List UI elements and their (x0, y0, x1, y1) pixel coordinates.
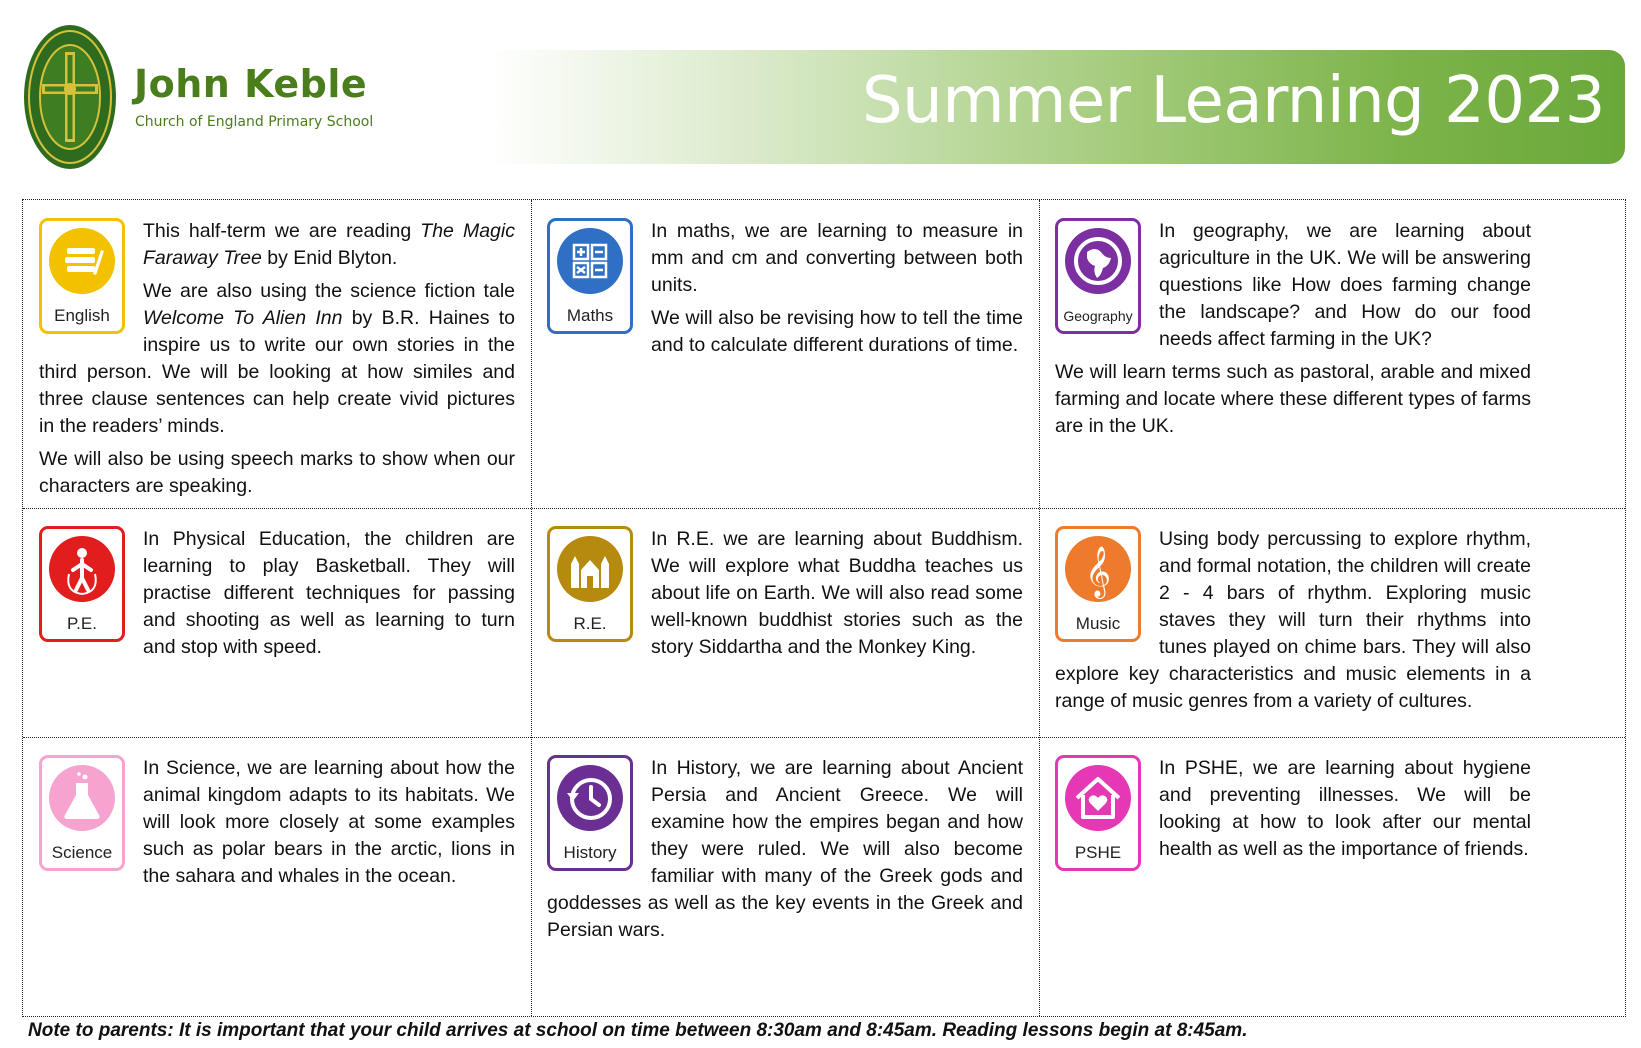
subject-cell-music (1039, 508, 1547, 737)
subject-badge (39, 526, 125, 642)
clock-history-icon (557, 765, 623, 831)
subject-label: R.E. (573, 614, 607, 633)
page-title: Summer Learning 2023 (862, 64, 1605, 138)
school-subtitle: Church of England Primary School (135, 114, 374, 130)
subject-badge (39, 218, 125, 334)
subject-label: P.E. (67, 614, 97, 633)
subject-paragraph: We are also using the science fiction tale Welcome To Alien Inn by B.R. Haines to inspire us to write our own stories in the third person. We will be looking at how similes and three clause sentences can help create vivid pictures in the readers’ minds. (39, 280, 515, 437)
subject-paragraph: In geography, we are learning about agriculture in the UK. We will be answering questions like How does farming change the landscape? and How do our food needs affect farming in the UK? (1159, 220, 1531, 350)
flask-icon (49, 765, 115, 831)
subject-label: Geography (1063, 308, 1133, 324)
subject-badge (547, 526, 633, 642)
school-crest-icon (22, 22, 118, 172)
subject-paragraph: We will learn terms such as pastoral, arable and mixed farming and locate where these different types of farms are in the UK. (1055, 361, 1531, 437)
house-heart-icon (1065, 765, 1131, 831)
subject-badge (1055, 755, 1141, 871)
subject-badge (39, 755, 125, 871)
subject-cell-re (531, 508, 1039, 737)
book-title: The Magic Faraway Tree (143, 220, 515, 269)
subject-paragraph: In R.E. we are learning about Buddhism. We will explore what Buddha teaches us about life on Earth. We will also read some well-known buddhist stories such as the story Siddartha and the Monkey King. (651, 528, 1023, 658)
subject-label: PSHE (1074, 843, 1122, 862)
subject-cell-pshe (1039, 737, 1547, 1016)
subject-paragraph: Using body percussing to explore rhythm, and formal notation, the children will create 2 - 4 bars of rhythm. Exploring music staves they will turn their rhythms into tunes played on chime bars. They will also explore key characteristics and music elements in a range of music genres from a variety of cultures. (1055, 528, 1531, 712)
page-header (0, 0, 1641, 190)
globe-icon (1065, 228, 1131, 294)
subject-badge (547, 755, 633, 871)
subject-cell-geography (1039, 200, 1547, 508)
subject-label: Science (51, 843, 113, 862)
subject-paragraph: We will also be using speech marks to show when our characters are speaking. (39, 448, 515, 497)
parents-note: Note to parents: It is important that your child arrives at school on time between 8:30am and 8:45am. Reading lessons begin at 8:45am. (28, 1020, 1248, 1041)
subject-label: Maths (566, 306, 614, 325)
subject-label: History (563, 843, 617, 862)
skipping-person-icon (49, 536, 115, 602)
school-name: John Keble (134, 62, 368, 106)
subject-cell-maths (531, 200, 1039, 508)
subject-paragraph: In Physical Education, the children are learning to play Basketball. They will practise different techniques for passing and shooting as well as learning to turn and stop with speed. (143, 528, 515, 658)
subject-cell-pe (23, 508, 531, 737)
subject-label: English (54, 306, 110, 325)
subject-paragraph: In History, we are learning about Ancient Persia and Ancient Greece. We will examine how the empires began and how they were ruled. We will also become familiar with many of the Greek gods and goddesses as well as the key events in the Greek and Persian wars. (547, 757, 1023, 941)
subject-badge (1055, 218, 1141, 334)
calculator-icon (557, 228, 623, 294)
subject-paragraph: In PSHE, we are learning about hygiene and preventing illnesses. We will be looking at how to look after our mental health as well as the importance of friends. (1159, 757, 1531, 860)
subject-badge (547, 218, 633, 334)
books-icon (49, 228, 115, 294)
title-banner (490, 50, 1625, 164)
subject-paragraph: This half-term we are reading The Magic Faraway Tree by Enid Blyton. (143, 220, 515, 269)
subject-label: Music (1075, 614, 1121, 633)
subject-cell-english (23, 200, 531, 508)
subject-badge (1055, 526, 1141, 642)
subject-paragraph: In Science, we are learning about how the animal kingdom adapts to its habitats. We will look more closely at some examples such as polar bears in the arctic, lions in the sahara and whales in the ocean. (143, 757, 515, 887)
subject-cell-science (23, 737, 531, 1016)
subject-paragraph: We will also be revising how to tell the time and to calculate different durations of time. (651, 307, 1023, 356)
subject-paragraph: In maths, we are learning to measure in mm and cm and converting between both units. (651, 220, 1023, 296)
treble-clef-icon (1065, 536, 1131, 602)
svg-text:𝄞: 𝄞 (1084, 546, 1112, 597)
book-title: Welcome To Alien Inn (143, 307, 343, 329)
subject-cell-history (531, 737, 1039, 1016)
cathedral-icon (557, 536, 623, 602)
